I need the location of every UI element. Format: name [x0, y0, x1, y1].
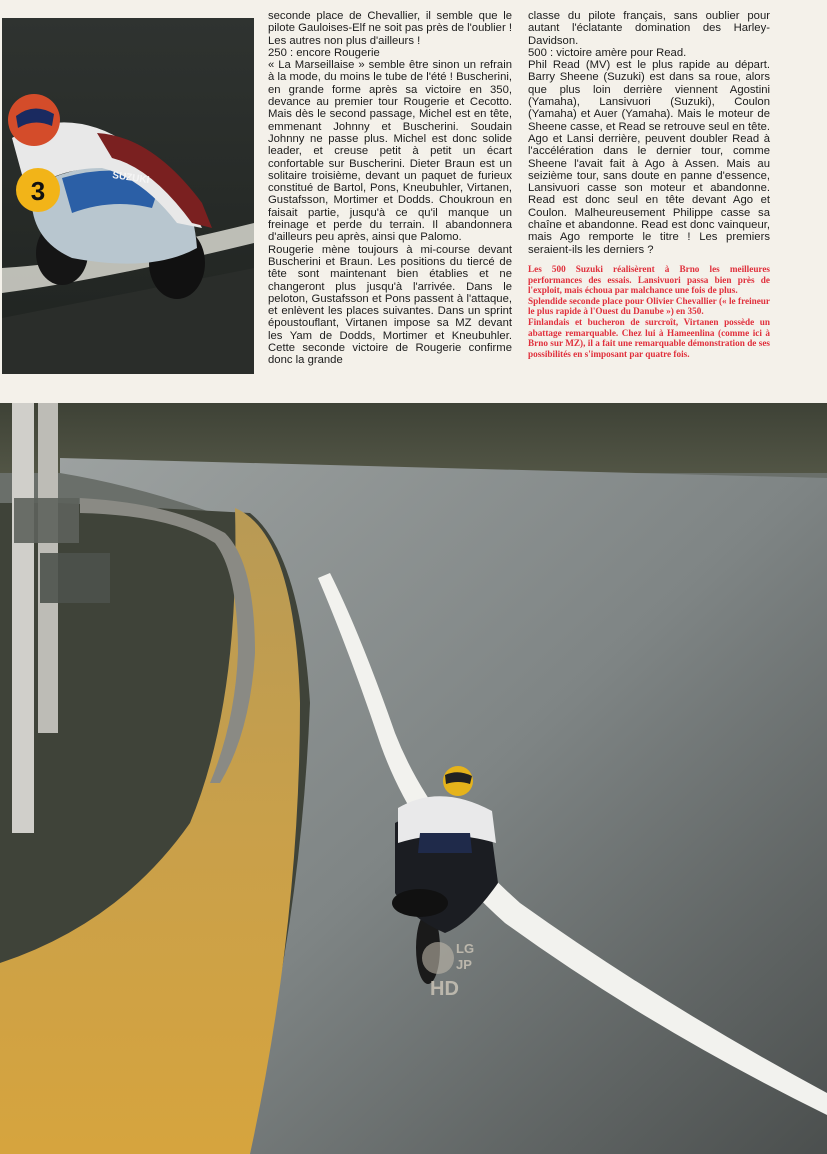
col1-subheading-250: 250 : encore Rougerie [268, 46, 380, 59]
col1-paragraph-3: Rougerie mène toujours à mi-course devant Buscherini et Braun. Les positions du tiercé de tête sont maintenant bien établies et ne changeront plus jusqu'à l'arrivée. Dans le peloton, Gustafsson et Pons passent à l'attaque, et enlèvent les places suivantes. Dans un sprint époustouflant, Virtanen impose sa MZ devant les Yam de Dodds, Mortimer et Kneubuhler. Cette seconde victoire de Rougerie confirme donc la grande [268, 243, 512, 367]
col1-paragraph-1: seconde place de Chevallier, il semble que le pilote Gauloises-Elf ne soit pas près de l'oublier ! Les autres non plus d'ailleurs ! [268, 10, 512, 47]
watermark-line-1: LG [456, 941, 475, 956]
caption-virtanen: Finlandais et bucheron de surcroît, Virtanen possède un abattage remarquable. Chez lui à Hameenlina (comme ici à Brno sur MZ), il a fait une remarquable démonstration de ses possibilités en s'imposant par quatre fois. [528, 316, 770, 359]
watermark-line-3: HD [430, 978, 459, 1000]
col2-paragraph-1: classe du pilote français, sans oublier pour autant l'éclatante domination des Harley-Davidson. [528, 10, 770, 47]
photo-suzuki-rider-image [2, 18, 254, 374]
fairing-brand-text: SUZUKI [111, 170, 150, 187]
article-column-1 [268, 10, 512, 367]
col2-subheading-500: 500 : victoire amère pour Read. [528, 46, 687, 59]
number-plate-text: 3 [30, 176, 46, 206]
photo-track-curve-image [0, 403, 827, 1154]
photo-track-curve [0, 403, 827, 1154]
article-column-2 [528, 10, 770, 359]
caption-chevallier: Splendide seconde place pour Olivier Chevallier (« le freineur le plus rapide à l'Ouest du Danube ») en 350. [528, 295, 770, 317]
watermark-logo [420, 933, 490, 1003]
caption-suzuki: Les 500 Suzuki réalisèrent à Brno les meilleures performances des essais. Lansivuori passa bien près de l'exploit, mais échoua par malchance une fois de plus. [528, 263, 770, 296]
col2-paragraph-2: Phil Read (MV) est le plus rapide au départ. Barry Sheene (Suzuki) est dans sa roue, alors que plus loin derrière viennent Agostini (Yamaha), Lansivuori (Suzuki), Coulon (Yamaha) et Auer (Yamaha). Mais le moteur de Sheene casse, et Read se retrouve seul en tête. Ago et Lansi derrière, peuvent doubler Read à l'accélération dans le dernier tour, comme Sheene l'avait fait à Ago à Assen. Mais au seizième tour, sans doute en panne d'essence, Lansivuori casse son moteur et abandonne. Read est donc seul en tête devant Ago et Coulon. Malheureusement Philippe casse sa chaîne et abandonne. Read est donc vainqueur, mais Ago remporte le titre ! Les premiers seraient-ils les derniers ? [528, 59, 770, 256]
photo-suzuki-rider [2, 18, 254, 374]
col1-paragraph-2: « La Marseillaise » semble être sinon un refrain à la mode, du moins le tube de l'été ! Buscherini, en grande forme après sa victoire en 350, devance au premier tour Rougerie et Cecotto. Mais dès le second passage, Michel est en tête, emmenant Johnny et Buscherini. Soudain Johnny ne passe plus. Michel est donc solide leader, et creuse petit à petit un écart confortable sur Buscherini. Dieter Braun est un solitaire troisième, devant un paquet de furieux constitué de Bartol, Pons, Kneubuhler, Virtanen, Gustafsson, Mortimer et Dodds. Choukroun en faisait partie, jusqu'à ce qu'il manque un freinage et perde du terrain. Il abandonnera d'ailleurs peu après, ainsi que Palomo. [268, 59, 512, 244]
watermark-line-2: JP [456, 957, 472, 972]
